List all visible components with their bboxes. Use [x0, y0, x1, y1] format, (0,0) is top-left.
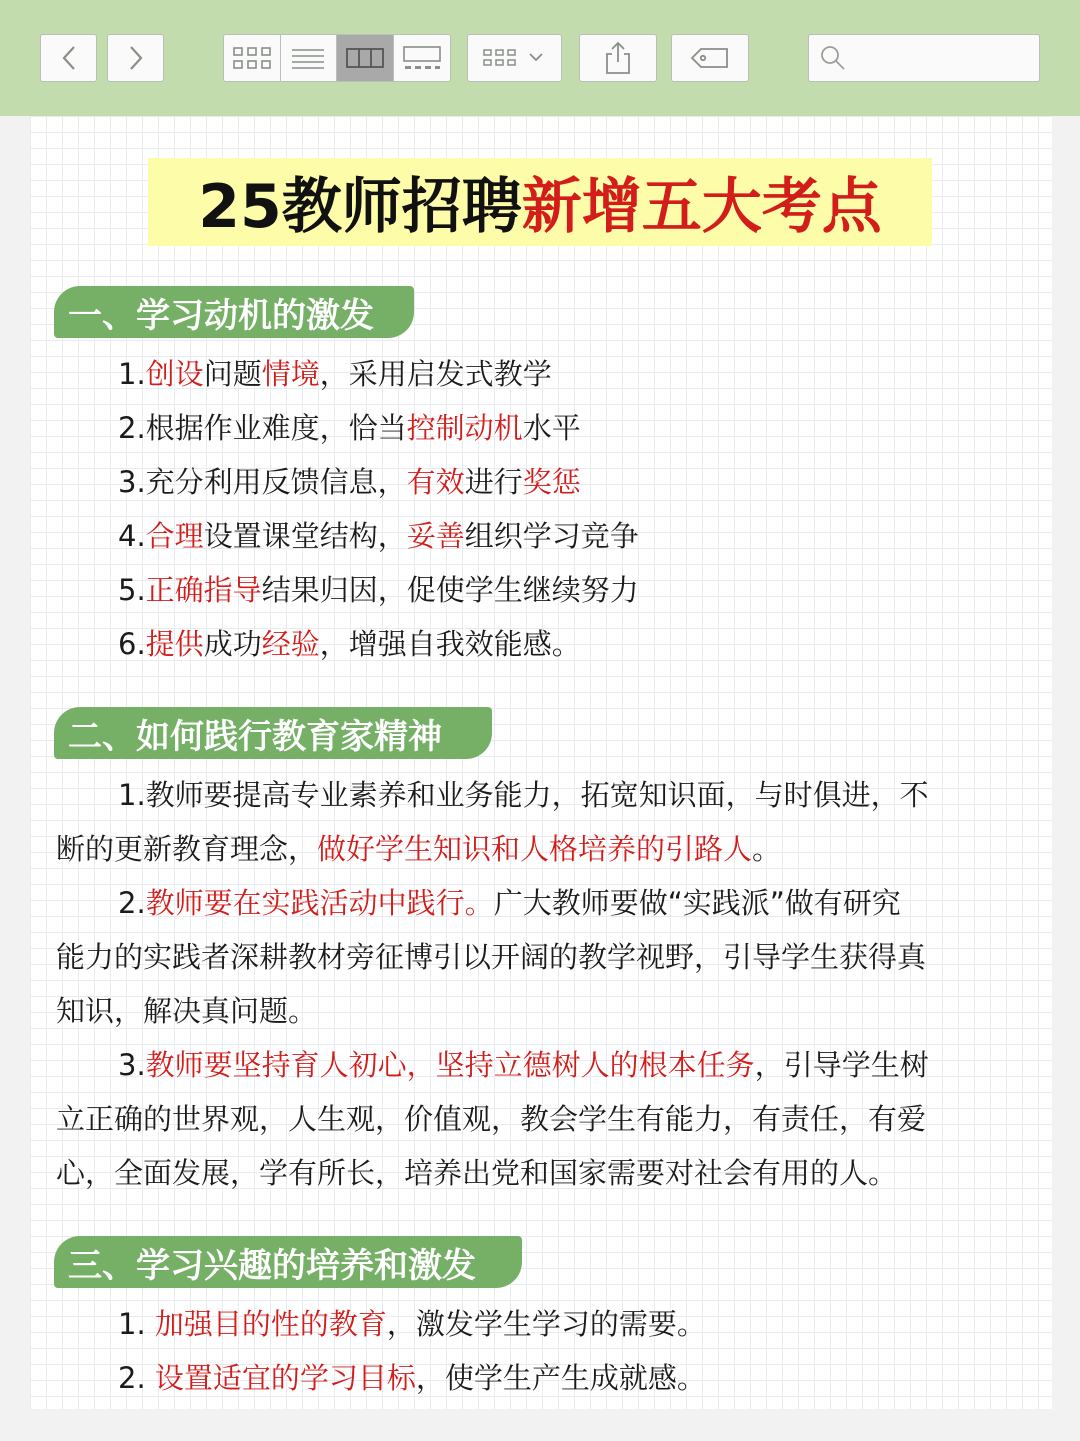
- highlighted-text: 创设: [145, 357, 204, 391]
- body-text: 水平: [522, 411, 581, 445]
- body-text: ，增强自我效能感。: [319, 627, 581, 661]
- forward-button[interactable]: [107, 34, 164, 82]
- highlighted-text: 控制动机: [406, 411, 523, 445]
- page-title: [148, 158, 932, 246]
- body-text: 5.: [118, 573, 146, 607]
- body-text: 2.: [118, 886, 146, 920]
- section-1-line-3: [118, 462, 581, 502]
- body-text: 1.: [118, 1307, 155, 1341]
- section-3-line-1: [118, 1304, 706, 1344]
- gallery-view-icon: [402, 45, 442, 71]
- column-view-icon: [345, 47, 385, 69]
- section-1-line-6: [118, 624, 581, 664]
- highlighted-text: 妥善: [406, 519, 465, 553]
- highlighted-text: 合理: [145, 519, 204, 553]
- body-text: 组织学习竞争: [464, 519, 639, 553]
- column-view-button[interactable]: [337, 35, 394, 81]
- tag-button[interactable]: [671, 34, 749, 82]
- body-text: 3.: [118, 1048, 146, 1082]
- body-text: 1.教师要提高专业素养和业务能力，拓宽知识面，与时俱进，不: [118, 778, 929, 812]
- section-2-line-2: [56, 829, 781, 869]
- highlighted-text: 正确指导: [145, 573, 262, 607]
- section-heading-2: 二、如何践行教育家精神: [54, 707, 492, 759]
- search-input[interactable]: [855, 35, 1035, 81]
- section-1-line-2: [118, 408, 581, 448]
- body-text: 3.充分利用反馈信息，: [118, 465, 407, 499]
- search-field[interactable]: [808, 34, 1040, 82]
- section-2-line-1: [118, 775, 929, 815]
- body-text: 心，全面发展，学有所长，培养出党和国家需要对社会有用的人。: [56, 1156, 898, 1190]
- body-text: 。: [752, 832, 782, 866]
- section-2-line-7: [56, 1099, 926, 1139]
- section-2-line-5: [56, 991, 317, 1031]
- highlighted-text: 加强目的性的教育: [154, 1307, 387, 1341]
- highlighted-text: 经验: [261, 627, 320, 661]
- share-button[interactable]: [579, 34, 657, 82]
- body-text: 2.根据作业难度，恰当: [118, 411, 407, 445]
- body-text: 6.: [118, 627, 146, 661]
- section-heading-1: 一、学习动机的激发: [54, 286, 414, 338]
- section-2-line-8: [56, 1153, 897, 1193]
- body-text: ，引导学生树: [754, 1048, 929, 1082]
- body-text: 断的更新教育理念，: [56, 832, 318, 866]
- search-icon: [819, 44, 847, 72]
- body-text: 问题: [203, 357, 262, 391]
- gallery-view-button[interactable]: [394, 35, 451, 81]
- section-2-line-4: [56, 937, 926, 977]
- group-by-button[interactable]: [467, 34, 562, 82]
- body-text: 成功: [203, 627, 262, 661]
- view-mode-switcher: [223, 34, 451, 82]
- body-text: 1.: [118, 357, 146, 391]
- toolbar: [0, 0, 1080, 116]
- body-text: 2.: [118, 1361, 155, 1395]
- body-text: 立正确的世界观，人生观，价值观，教会学生有能力，有责任，有爱: [56, 1102, 927, 1136]
- body-text: ，激发学生学习的需要。: [386, 1307, 706, 1341]
- section-3-line-2: [118, 1358, 706, 1398]
- body-text: 4.: [118, 519, 146, 553]
- body-text: 广大教师要做“实践派”做有研究: [493, 886, 901, 920]
- body-text: ，使学生产生成就感。: [415, 1361, 706, 1395]
- highlighted-text: 有效: [406, 465, 465, 499]
- section-1-line-5: [118, 570, 639, 610]
- title-part-highlight: 新增五大考点: [521, 172, 882, 242]
- highlighted-text: 情境: [261, 357, 320, 391]
- highlighted-text: 教师要在实践活动中践行。: [145, 886, 494, 920]
- section-2-line-3: [118, 883, 901, 923]
- highlighted-text: 提供: [145, 627, 204, 661]
- group-by-icon: [480, 45, 550, 71]
- title-part-main: 25教师招聘: [198, 172, 522, 242]
- highlighted-text: 奖惩: [522, 465, 581, 499]
- body-text: 知识，解决真问题。: [56, 994, 318, 1028]
- highlighted-text: 设置适宜的学习目标: [154, 1361, 416, 1395]
- grid-view-icon: [232, 45, 272, 71]
- body-text: 进行: [464, 465, 523, 499]
- section-heading-3: 三、学习兴趣的培养和激发: [54, 1236, 522, 1288]
- section-1-line-1: [118, 354, 552, 394]
- body-text: 结果归因，促使学生继续努力: [261, 573, 639, 607]
- chevron-right-icon: [126, 43, 146, 73]
- tag-icon: [690, 46, 730, 70]
- body-text: 能力的实践者深耕教材旁征博引以开阔的教学视野，引导学生获得真: [56, 940, 927, 974]
- body-text: ，采用启发式教学: [319, 357, 552, 391]
- list-view-icon: [290, 46, 326, 70]
- body-text: 设置课堂结构，: [203, 519, 407, 553]
- chevron-left-icon: [59, 43, 79, 73]
- back-button[interactable]: [40, 34, 97, 82]
- highlighted-text: 做好学生知识和人格培养的引路人: [317, 832, 753, 866]
- share-icon: [603, 40, 633, 76]
- list-view-button[interactable]: [281, 35, 338, 81]
- section-2-line-6: [118, 1045, 929, 1085]
- grid-view-button[interactable]: [224, 35, 281, 81]
- highlighted-text: 教师要坚持育人初心，坚持立德树人的根本任务: [145, 1048, 755, 1082]
- section-1-line-4: [118, 516, 639, 556]
